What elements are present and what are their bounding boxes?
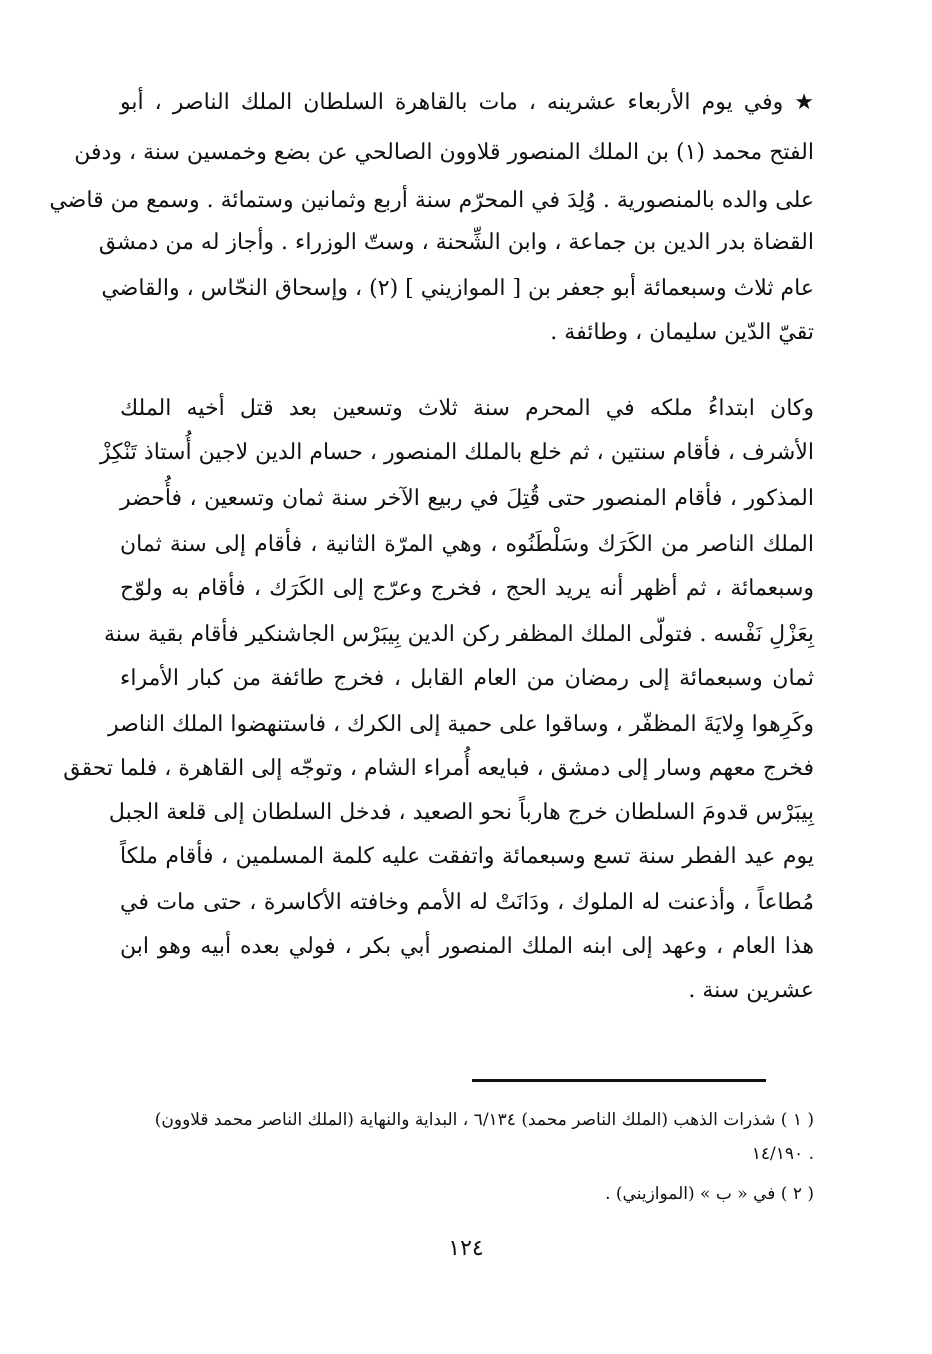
paragraph-1-line-5: عام ثلاث وسبعمائة أبو جعفر بن [ الموازيني ] (٢) ، وإسحاق النحّاس ، والقاضي — [101, 276, 814, 301]
footnote-2: ( ٢ ) في « ب » (الموازيني) . — [605, 1184, 814, 1204]
paragraph-1-line-4: القضاة بدر الدين بن جماعة ، وابن الشِّحنة ، وستّ الوزراء . وأجاز له من دمشق — [98, 230, 814, 255]
paragraph-2-line-11: يوم عيد الفطر سنة تسع وسبعمائة واتفقت عليه كلمة المسلمين ، فأقام ملكاً — [120, 844, 814, 869]
paragraph-2-line-14: عشرين سنة . — [688, 978, 814, 1003]
paragraph-2-line-2: الأشرف ، فأقام سنتين ، ثم خلع بالملك المنصور ، حسام الدين لاجين أُستاذ تَنْكِزْ — [99, 440, 814, 465]
paragraph-1-line-1: ★ وفي يوم الأربعاء عشرينه ، مات بالقاهرة السلطان الملك الناصر ، أبو — [120, 90, 814, 115]
paragraph-2-line-13: هذا العام ، وعهد إلى ابنه الملك المنصور أبي بكر ، فولي بعده أبيه وهو ابن — [120, 934, 814, 959]
paragraph-1-line-2: الفتح محمد (١) بن الملك المنصور قلاوون الصالحي عن بضع وخمسين سنة ، ودفن — [74, 140, 814, 165]
paragraph-2-line-10: بِيبَرْس قدومَ السلطان خرج هارباً نحو الصعيد ، فدخل السلطان إلى قلعة الجبل — [108, 800, 814, 825]
paragraph-2-line-5: وسبعمائة ، ثم أظهر أنه يريد الحج ، فخرج وعرّج إلى الكَرَك ، فأقام به ولوّح — [120, 576, 814, 601]
paragraph-2-line-9: فخرج معهم وسار إلى دمشق ، فبايعه أُمراء الشام ، وتوجّه إلى القاهرة ، فلما تحقق — [63, 756, 814, 781]
page-number: ١٢٤ — [448, 1236, 484, 1261]
paragraph-2-line-7: ثمان وسبعمائة إلى رمضان من العام القابل ، فخرج طائفة من كبار الأمراء — [120, 666, 814, 691]
paragraph-1-line-3: على والده بالمنصورية . وُلِدَ في المحرّم سنة أربع وثمانين وستمائة . وسمع من قاضي — [49, 188, 814, 213]
footnote-1-line-2: ١٤/١٩٠ . — [751, 1144, 814, 1164]
paragraph-2-line-4: الملك الناصر من الكَرَك وسَلْطَنُوه ، وهي المرّة الثانية ، فأقام إلى سنة ثمان — [120, 532, 814, 557]
paragraph-2-line-1: وكان ابتداءُ ملكه في المحرم سنة ثلاث وتسعين بعد قتل أخيه الملك — [120, 396, 814, 421]
footnote-separator — [472, 1079, 766, 1082]
paragraph-2-line-12: مُطاعاً ، وأذعنت له الملوك ، ودَانَتْ له الأمم وخافته الأكاسرة ، حتى مات في — [120, 890, 814, 915]
paragraph-2-line-6: بِعَزْلِ نَفْسه . فتولّى الملك المظفر ركن الدين بِيبَرْس الجاشنكير فأقام بقية سنة — [103, 622, 814, 647]
paragraph-2-line-8: وكَرِهوا وِلايَةَ المظفّر ، وساقوا على حمية إلى الكرك ، فاستنهضوا الملك الناصر — [108, 712, 814, 737]
paragraph-2-line-3: المذكور ، فأقام المنصور حتى قُتِلَ في ربيع الآخر سنة ثمان وتسعين ، فأُحضر — [120, 486, 814, 511]
footnote-1-line-1: ( ١ ) شذرات الذهب (الملك الناصر محمد) ٦/١٣٤ ، البداية والنهاية (الملك الناصر محمد قلاوون) — [154, 1110, 814, 1130]
paragraph-1-line-6: تقيّ الدّين سليمان ، وطائفة . — [550, 320, 814, 345]
